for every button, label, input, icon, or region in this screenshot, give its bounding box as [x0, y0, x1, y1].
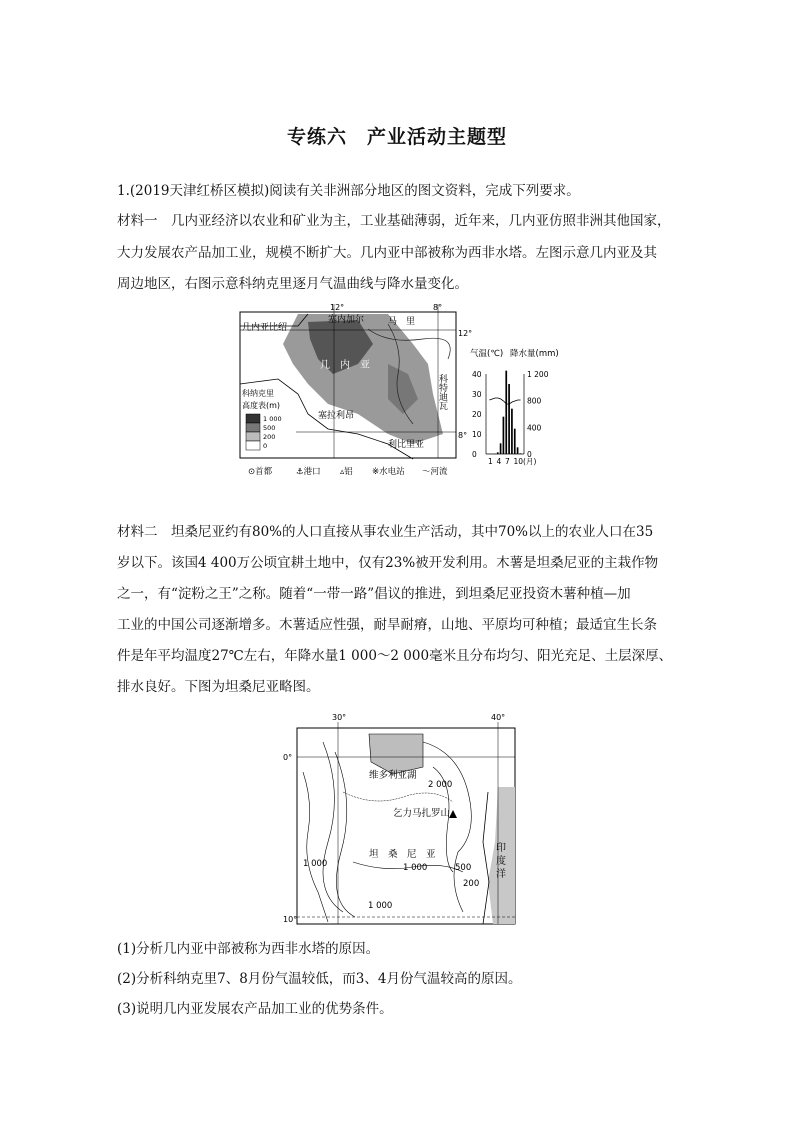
contour-label-500: 500: [455, 863, 472, 873]
label-guinea: 几 内 亚: [320, 360, 370, 371]
tanzania-map: [283, 700, 523, 940]
chart-ylabel-right: 降水量(mm): [510, 349, 559, 359]
legend-elev-1000: 1 000: [263, 415, 282, 423]
chart-ylabel-left: 气温(℃): [470, 349, 504, 359]
legend-swatch-0: [246, 441, 260, 450]
label-mali: 马 里: [388, 317, 416, 327]
label-ivory-coast: 科特迪瓦: [437, 374, 447, 410]
temp-tick-label: 30: [472, 390, 482, 399]
legend-elev-title: 高度表(m): [242, 401, 281, 410]
page-title: 专练六 产业活动主题型: [286, 126, 507, 148]
material-one-text1: 几内亚经济以农业和矿业为主，工业基础薄弱，近年来，几内亚仿照非洲其他国家，: [157, 213, 671, 229]
label-kilimanjaro: 乞力马扎罗山: [393, 808, 451, 819]
legend-swatch-200: [246, 432, 260, 441]
legend-hydro: ※水电站: [372, 467, 405, 477]
question-intro: 1.(2019天津红桥区模拟)阅读有关非洲部分地区的图文资料，完成下列要求。: [117, 183, 580, 199]
material-two-lead: 材料二: [117, 524, 158, 540]
material-two-line5: 件是年平均温度27℃左右，年降水量1 000～2 000毫米且分布均匀、阳光充足、土层深厚、: [117, 648, 673, 664]
lat-label-top: 12°: [458, 329, 473, 338]
legend-swatch-1000: [246, 414, 260, 423]
precip-bar: [517, 447, 519, 454]
question-1: (1)分析几内亚中部被称为西非水塔的原因。: [117, 941, 380, 957]
legend-river: 〜河流: [422, 467, 448, 477]
label-tanzania: 坦 桑 尼 亚: [369, 849, 436, 860]
precip-bar: [514, 429, 516, 454]
legend-elev-200: 200: [263, 433, 276, 441]
lat-label-bottom: 8°: [458, 431, 468, 440]
lat-10-label: 10°: [283, 915, 298, 924]
month-tick-label: 10(月): [513, 457, 537, 466]
lon-label-left: 12°: [330, 304, 345, 312]
legend-elev-500: 500: [263, 424, 276, 432]
contour-label-1000a: 1 000: [403, 863, 428, 873]
label-senegal: 塞内加尔: [328, 315, 365, 325]
material-one-line2: 大力发展农产品加工业，规模不断扩大。几内亚中部被称为西非水塔。左图示意几内亚及其: [117, 245, 657, 261]
material-two-line3: 之一，有“淀粉之王”之称。随着“一带一路”倡议的推进，到坦桑尼亚投资木薯种植—加: [117, 586, 631, 602]
lon-30-label: 30°: [332, 713, 347, 722]
question-2: (2)分析科纳克里7、8月份气温较低，而3、4月份气温较高的原因。: [117, 971, 522, 987]
material-one-line1: [117, 206, 677, 236]
month-tick-label: 7: [505, 457, 510, 466]
precip-bar: [511, 409, 513, 454]
month-tick-label: 1: [488, 457, 493, 466]
precip-bar: [520, 453, 522, 454]
label-conakry: 科纳克里: [242, 389, 274, 398]
temp-tick-label: 0: [472, 450, 477, 459]
contour-label-1000b: 1 000: [303, 859, 328, 869]
material-two-text1: 坦桑尼亚约有80%的人口直接从事农业生产活动，其中70%以上的农业人口在35: [157, 524, 654, 540]
precip-bar: [505, 371, 507, 454]
precip-bar: [500, 443, 502, 454]
precip-bar: [503, 417, 505, 454]
legend-elev-0: 0: [263, 442, 268, 450]
lon-label-right: 8°: [433, 304, 443, 312]
month-tick-label: 4: [496, 457, 502, 466]
temp-tick-label: 20: [472, 410, 482, 419]
temp-tick-label: 40: [472, 370, 482, 379]
legend-aluminum: ▵铝: [340, 467, 353, 477]
precip-tick-label: 400: [527, 423, 542, 433]
precip-tick-label: 800: [527, 396, 542, 406]
label-indian-ocean: 印 度 洋: [493, 842, 505, 879]
legend-capital: ⊙首都: [248, 467, 273, 477]
label-liberia: 利比里亚: [388, 440, 425, 450]
climate-chart: [470, 348, 559, 466]
precip-bar: [508, 384, 510, 454]
label-lake-victoria: 维多利亚湖: [369, 770, 417, 781]
temperature-line: [489, 398, 520, 404]
label-sierra-leone: 塞拉利昂: [318, 411, 355, 421]
material-two-line1: [117, 517, 677, 547]
contour-label-2000: 2 000: [428, 780, 453, 790]
material-one-lead: 材料一: [117, 213, 158, 229]
lat-0-label: 0°: [283, 753, 293, 762]
material-two-line4: 工业的中国公司逐渐增多。木薯适应性强，耐旱耐瘠，山地、平原均可种植；最适宜生长条: [117, 617, 657, 633]
legend-swatch-500: [246, 423, 260, 432]
material-one-line3: 周边地区，右图示意科纳克里逐月气温曲线与降水量变化。: [117, 276, 468, 292]
lon-40-label: 40°: [491, 713, 506, 722]
legend-port: ⚓港口: [296, 467, 321, 477]
material-two-line2: 岁以下。该国4 400万公顷宜耕土地中，仅有23%被开发利用。木薯是坦桑尼亚的主栽作物: [117, 555, 659, 571]
contour-label-200: 200: [463, 879, 480, 889]
precip-tick-label: 0: [527, 450, 532, 459]
guinea-figure: [238, 304, 568, 484]
contour-label-1000c: 1 000: [368, 901, 393, 911]
precip-bar: [497, 452, 499, 454]
precip-tick-label: 1 200: [527, 370, 549, 379]
material-two-line6: 排水良好。下图为坦桑尼亚略图。: [117, 679, 320, 695]
temp-tick-label: 10: [472, 430, 482, 439]
question-3: (3)说明几内亚发展农产品加工业的优势条件。: [117, 1001, 393, 1017]
label-guinea-bissau: 几内亚比绍: [242, 323, 288, 333]
